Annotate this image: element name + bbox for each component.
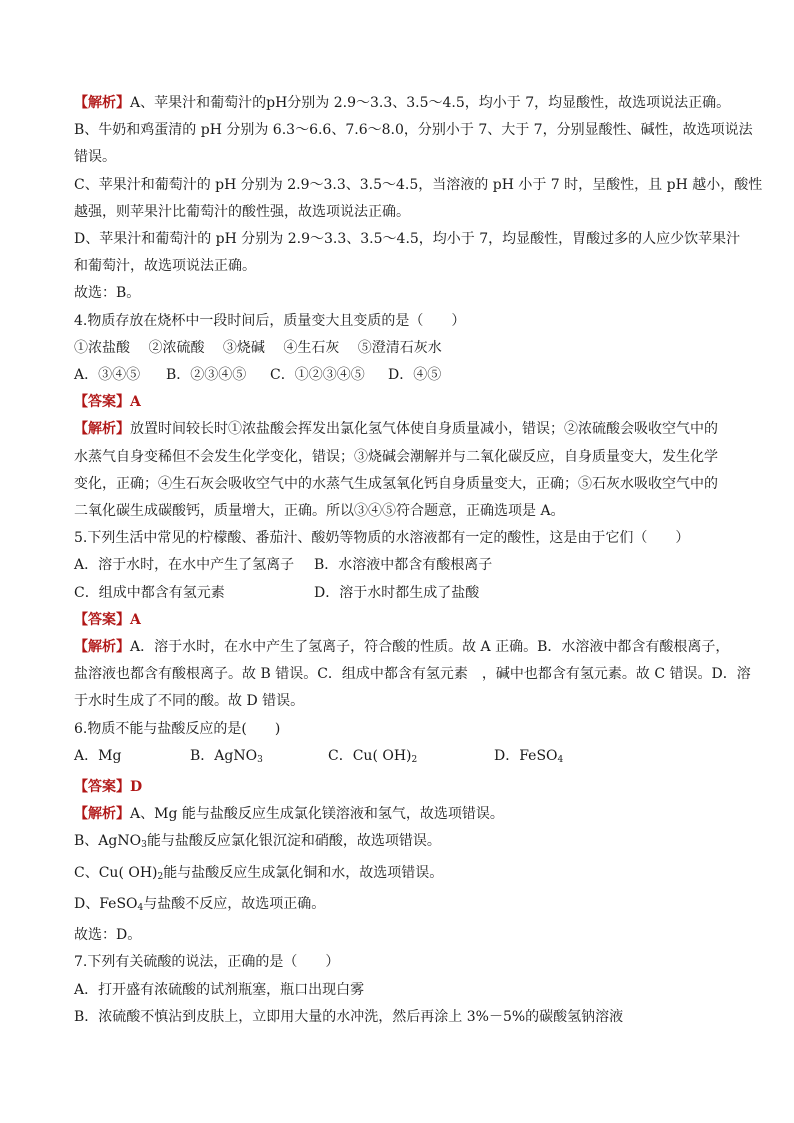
q3-analysis-line: 和葡萄汁，故选项说法正确。	[74, 258, 256, 275]
analysis-tag: 【解析】	[74, 421, 130, 438]
q4-items: ①浓盐酸 ②浓硫酸 ③烧碱 ④生石灰 ⑤澄清石灰水	[74, 339, 442, 356]
q7-option-a: A．打开盛有浓硫酸的试剂瓶塞，瓶口出现白雾	[74, 981, 365, 998]
q5-options-row-2	[74, 580, 734, 607]
answer-value: A	[130, 394, 141, 411]
q4-option-d: D．④⑤	[388, 367, 442, 384]
answer-tag: 【答案】	[74, 394, 130, 411]
q5-analysis-line: 于水时生成了不同的酸。故 D 错误。	[74, 693, 305, 710]
document-page	[74, 90, 763, 1031]
q5-analysis-line: 【解析】A．溶于水时，在水中产生了氢离子，符合酸的性质。故 A 正确。B．水溶液中都含有酸根离子，	[74, 639, 730, 656]
q3-analysis-line: 越强，则苹果汁比葡萄汁的酸性强，故选项说法正确。	[74, 203, 410, 220]
q6-option-b: B．AgNO$_3$	[190, 747, 263, 765]
q6-option-d: D．FeSO$_4$	[494, 747, 564, 765]
q4-analysis-line: 【解析】放置时间较长时①浓盐酸会挥发出氯化氢气体使自身质量减小，错误；②浓硫酸会吸收空气中的	[74, 421, 718, 438]
q7-stem: 7.下列有关硫酸的说法，正确的是（ ）	[74, 954, 340, 971]
q4-analysis-line: 水蒸气自身变稀但不会发生化学变化，错误；③烧碱会潮解并与二氧化碳反应，自身质量变大，发生化学	[74, 448, 718, 465]
q4-answer	[74, 389, 734, 416]
q7-option-b: B．浓硫酸不慎沾到皮肤上，立即用大量的水冲洗，然后再涂上 3%－5%的碳酸氢钠溶液	[74, 1008, 624, 1025]
answer-value: D	[130, 779, 143, 796]
q6-analysis-line: 【解析】A、Mg 能与盐酸反应生成氯化镁溶液和氢气，故选项错误。	[74, 806, 504, 823]
q6-conclusion: 故选：D。	[74, 927, 142, 944]
q3-analysis-line: B、牛奶和鸡蛋清的 pH 分别为 6.3～6.6、7.6～8.0，分别小于 7、大于 7，分别显酸性、碱性，故选项说法	[74, 122, 753, 139]
q5-option-b: B．水溶液中都含有酸根离子	[314, 557, 493, 574]
q3-analysis-line: C、苹果汁和葡萄汁的 pH 分别为 2.9～3.3、3.5～4.5，当溶液的 pH 小于 7 时，呈酸性，且 pH 越小，酸性	[74, 176, 763, 193]
q5-analysis-line: 盐溶液也都含有酸根离子。故 B 错误。C．组成中都含有氢元素 ，碱中也都含有氢元素。故 C 错误。D．溶	[74, 666, 751, 683]
q5-stem: 5.下列生活中常见的柠檬酸、番茄汁、酸奶等物质的水溶液都有一定的酸性，这是由于它们（ ）	[74, 530, 690, 547]
q6-analysis-line: B、AgNO$_3$能与盐酸反应氯化银沉淀和硝酸，故选项错误。	[74, 833, 441, 851]
q6-option-a: A．Mg	[74, 747, 122, 764]
q4-analysis-line: 二氧化碳生成碳酸钙，质量增大，正确。所以③④⑤符合题意，正确选项是 A。	[74, 503, 565, 520]
q3-analysis-line: 【解析】A、苹果汁和葡萄汁的pH分别为 2.9～3.3、3.5～4.5，均小于 7，均显酸性，故选项说法正确。	[74, 95, 731, 111]
q3-analysis-line: 错误。	[74, 149, 116, 166]
q6-answer	[74, 774, 734, 801]
q6-option-c: C．Cu( $OH)_2$	[328, 747, 418, 765]
q4-analysis-line: 变化，正确；④生石灰会吸收空气中的水蒸气生成氢氧化钙自身质量变大，正确；⑤石灰水吸收空气中的	[74, 475, 718, 492]
analysis-tag: 【解析】	[74, 95, 130, 111]
q3-analysis-line: D、苹果汁和葡萄汁的 pH 分别为 2.9～3.3、3.5～4.5，均小于 7，均显酸性，胃酸过多的人应少饮苹果汁	[74, 231, 741, 248]
analysis-tag: 【解析】	[74, 806, 130, 823]
answer-tag: 【答案】	[74, 779, 130, 796]
q6-stem: 6.物质不能与盐酸反应的是( )	[74, 720, 281, 737]
q5-options-row-1	[74, 552, 734, 579]
q5-answer	[74, 607, 734, 634]
q3-conclusion: 故选：B。	[74, 285, 141, 302]
q6-options	[74, 743, 734, 774]
q4-option-c: C．①②③④⑤	[270, 367, 365, 384]
q4-option-a: A．③④⑤	[74, 367, 141, 384]
q5-option-a: A．溶于水时，在水中产生了氢离子	[74, 557, 295, 574]
q6-analysis-line: C、Cu( $OH)_2$能与盐酸反应生成氯化铜和水，故选项错误。	[74, 864, 444, 882]
q4-stem: 4.物质存放在烧杯中一段时间后，质量变大且变质的是（ ）	[74, 312, 466, 329]
q5-option-d: D．溶于水时都生成了盐酸	[314, 584, 480, 601]
q6-analysis-line: D、FeSO$_4$与盐酸不反应，故选项正确。	[74, 895, 326, 913]
analysis-tag: 【解析】	[74, 639, 130, 656]
answer-tag: 【答案】	[74, 611, 130, 628]
q4-options	[74, 362, 734, 389]
q4-option-b: B．②③④⑤	[166, 367, 247, 384]
q5-option-c: C．组成中都含有氢元素	[74, 584, 225, 601]
answer-value: A	[130, 611, 141, 628]
